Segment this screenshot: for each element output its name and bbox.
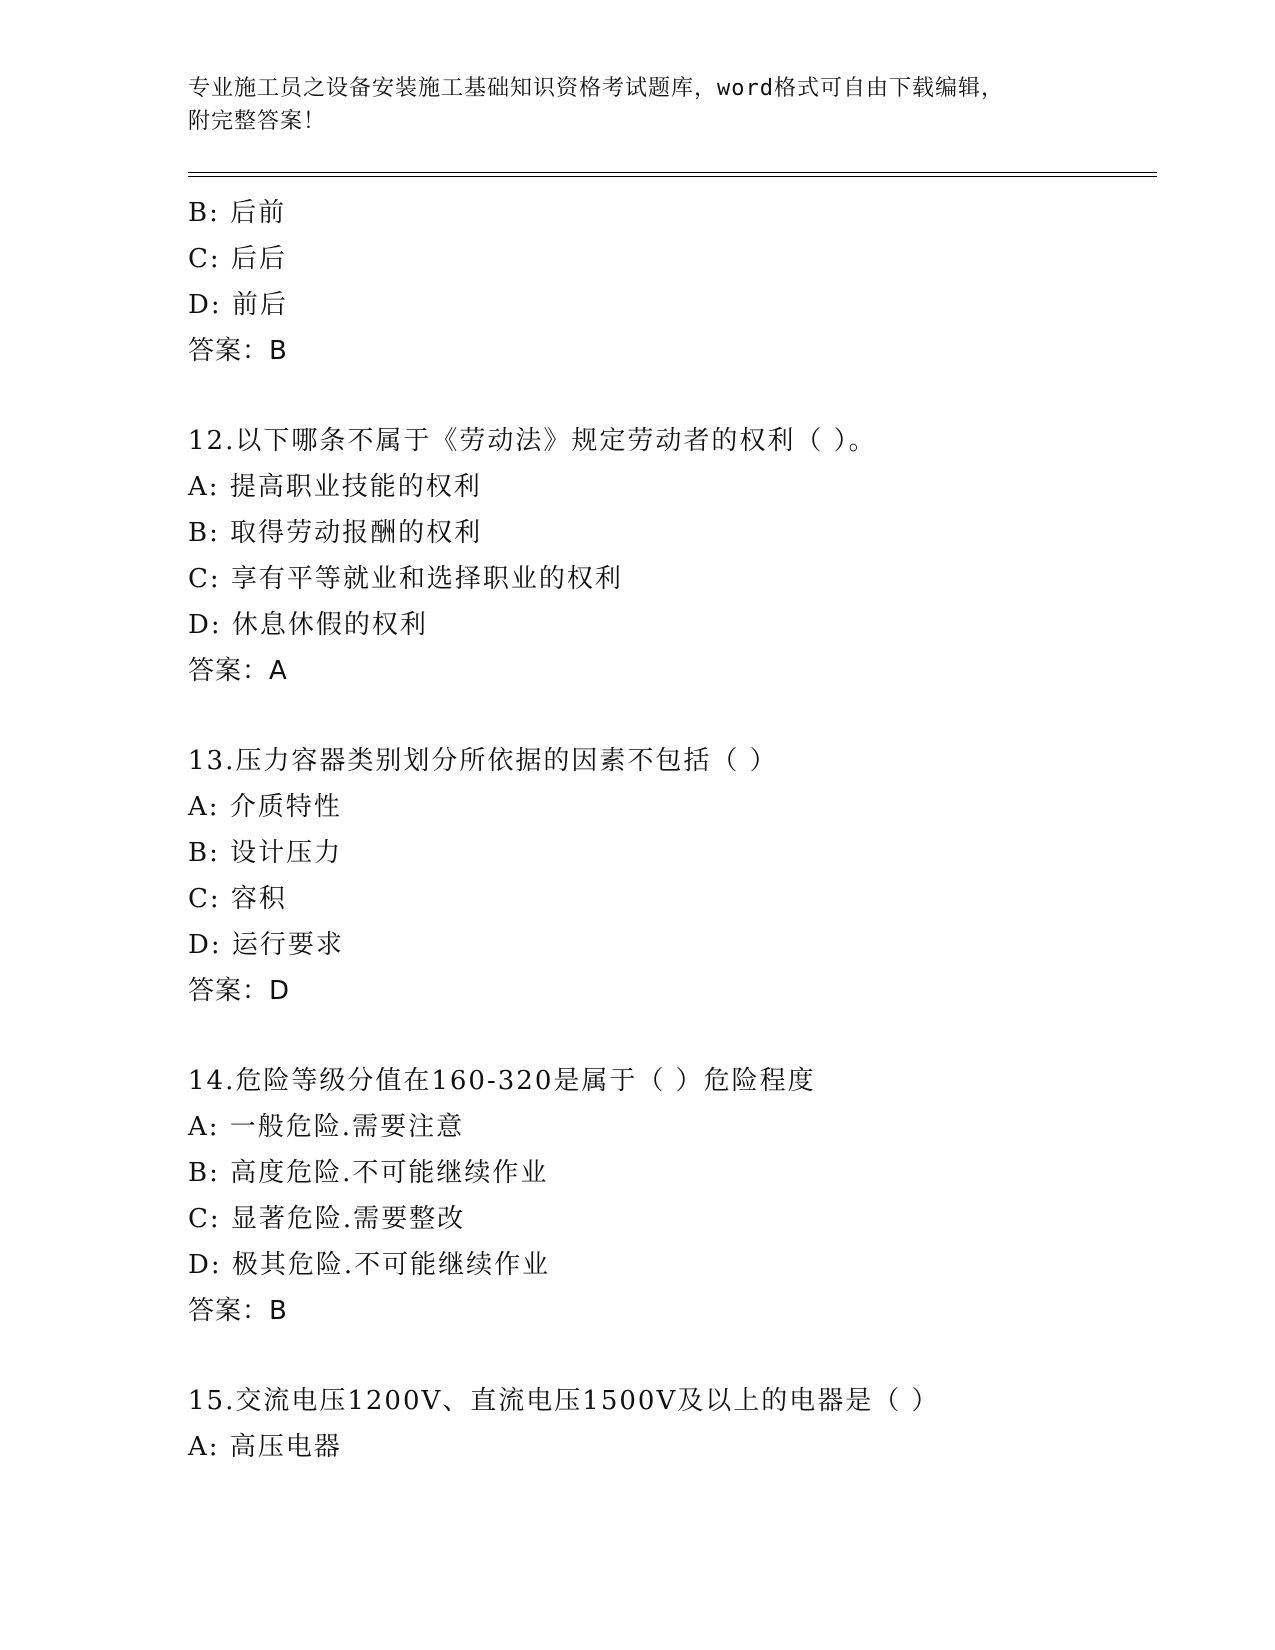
answer-line: 答案：B	[188, 336, 288, 366]
option-d: D: 极其危险.不可能继续作业	[188, 1250, 551, 1280]
option-d: D: 前后	[188, 290, 288, 320]
document-header: 专业施工员之设备安装施工基础知识资格考试题库，word格式可自由下载编辑， 附完整答案！	[188, 76, 1004, 134]
spacer	[188, 374, 1148, 418]
question-stem: 13.压力容器类别划分所依据的因素不包括（ ）	[188, 746, 778, 776]
option-d: D: 休息休假的权利	[188, 610, 428, 640]
option-c: C: 享有平等就业和选择职业的权利	[188, 564, 623, 594]
option-a: A: 高压电器	[188, 1432, 342, 1462]
question-14	[188, 1058, 1148, 1334]
option-c: C: 显著危险.需要整改	[188, 1204, 466, 1234]
option-b: B: 取得劳动报酬的权利	[188, 518, 483, 548]
answer-line: 答案：D	[188, 976, 291, 1006]
option-c: C: 后后	[188, 244, 287, 274]
spacer	[188, 1014, 1148, 1058]
option-b: B: 设计压力	[188, 838, 343, 868]
question-12	[188, 418, 1148, 694]
option-a: A: 提高职业技能的权利	[188, 472, 482, 502]
option-b: B: 后前	[188, 198, 287, 228]
option-a: A: 介质特性	[188, 792, 342, 822]
answer-line: 答案：B	[188, 1296, 288, 1326]
spacer	[188, 1334, 1148, 1378]
header-rule-bottom	[188, 176, 1157, 177]
header-rule-top	[188, 172, 1157, 173]
option-a: A: 一般危险.需要注意	[188, 1112, 465, 1142]
question-11-continuation	[188, 190, 1148, 374]
question-15	[188, 1378, 1148, 1470]
question-stem: 15.交流电压1200V、直流电压1500V及以上的电器是（ ）	[188, 1386, 940, 1416]
spacer	[188, 694, 1148, 738]
question-stem: 12.以下哪条不属于《劳动法》规定劳动者的权利（ ）。	[188, 426, 877, 456]
question-13	[188, 738, 1148, 1014]
option-c: C: 容积	[188, 884, 287, 914]
answer-line: 答案：A	[188, 656, 288, 686]
option-d: D: 运行要求	[188, 930, 344, 960]
option-b: B: 高度危险.不可能继续作业	[188, 1158, 549, 1188]
question-stem: 14.危险等级分值在160-320是属于（ ）危险程度	[188, 1066, 816, 1096]
question-content	[188, 190, 1148, 1470]
